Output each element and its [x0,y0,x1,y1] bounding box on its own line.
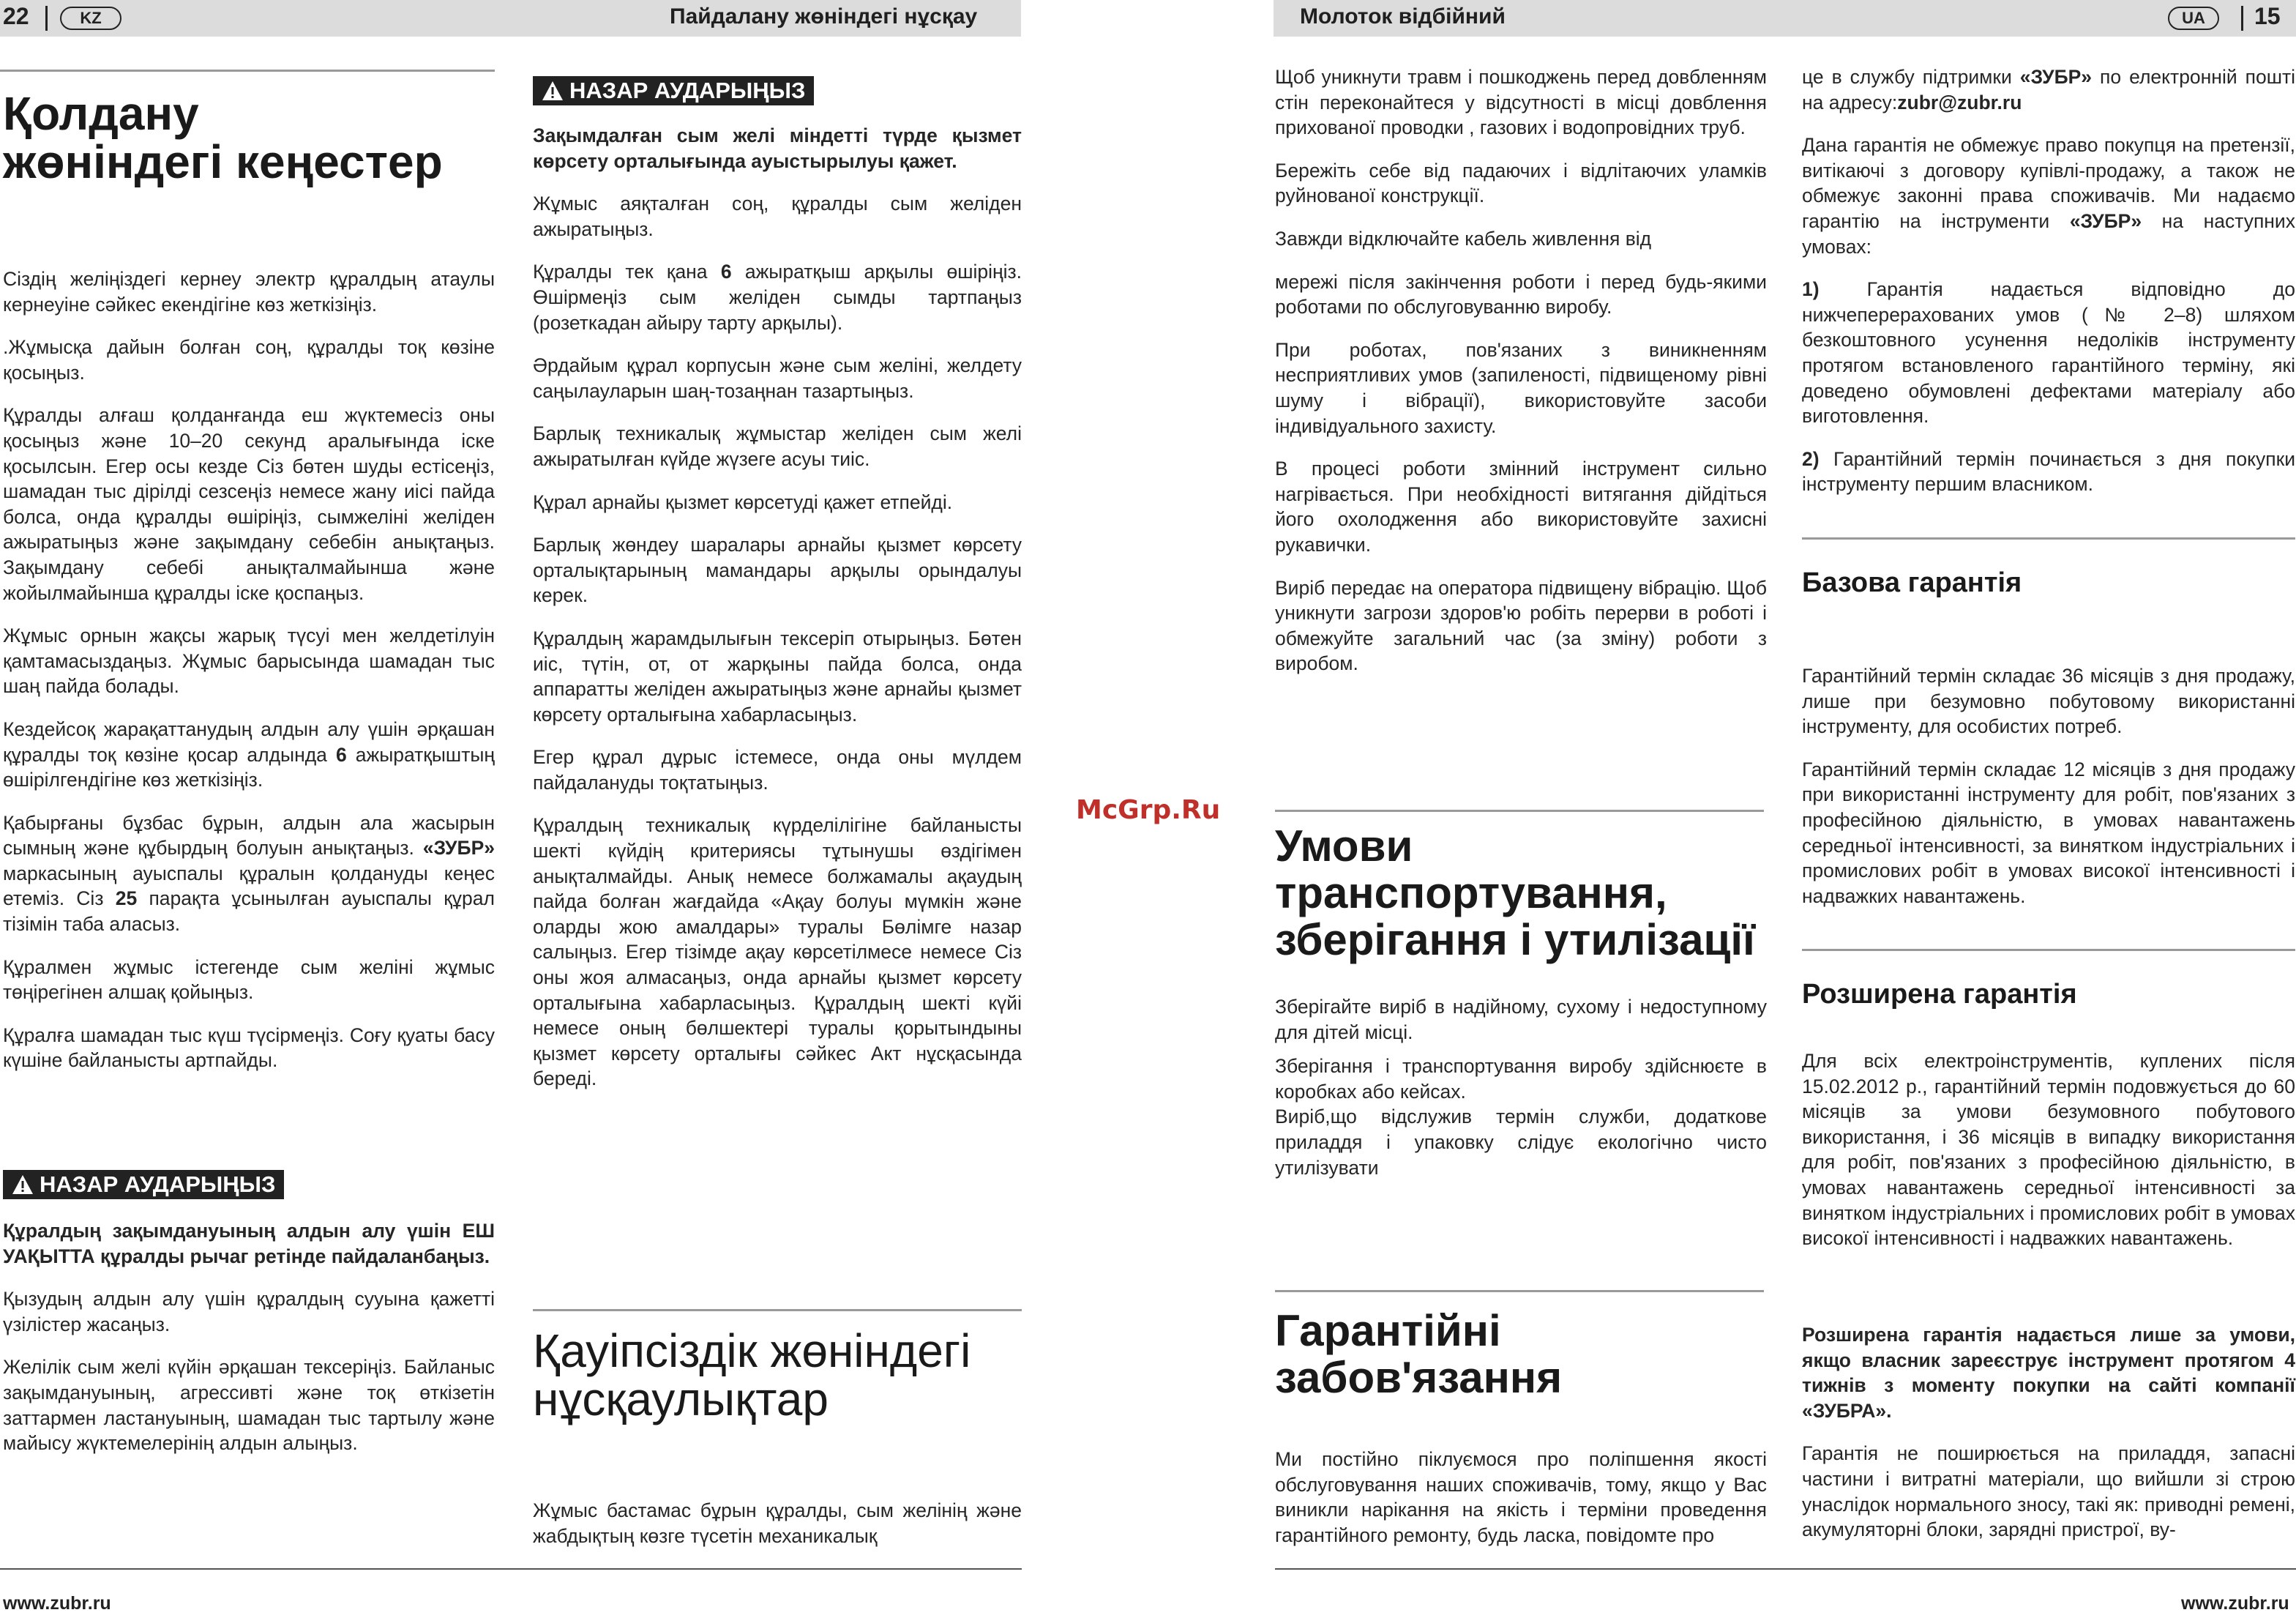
col1-text [3,266,495,1091]
basic-rule [1802,537,2295,540]
col1-title-line2: жөніндегі кеңестер [3,135,443,188]
paragraph: При роботах, пов'язаних з виникненням несприятливих умов (запиленості, підвищеному рівні шуму і вібрації), використовуйте засоби індивідуального захисту. [1275,338,1767,437]
col1-warning-text [3,1218,495,1474]
right-page-number: 15 [2254,3,2281,29]
paragraph: Құралмен жұмыс істегенде сым желіні жұмыс төңірегінен алшақ қойыңыз. [3,955,495,1004]
col1-warning-label: НАЗАР АУДАРЫҢЫЗ [3,1170,284,1199]
left-footer-url: www.zubr.ru [3,1593,111,1614]
paragraph: Виріб,що відслужив термін служби, додаткове приладдя і упаковку слідує екологічно чисто утилізувати [1275,1106,1767,1179]
right-footer-url: www.zubr.ru [2181,1593,2289,1614]
paragraph: Дана гарантія не обмежує право покупця на претензії, витікаючі з договору купівлі-продажу, а також не обмежує законні права споживачів. Ми надаємо гарантію на інструменти «ЗУБР» на наступних умовах: [1802,134,2295,258]
col2-section-rule [533,1309,1022,1311]
paragraph: Құралдың жарамдылығын тексеріп отырыңыз. Бөтен иіс, түтін, от, от жарқыны пайда болса, онда аппаратты желіден ажыратыңыз және арнайы қызмет көрсету орталығына хабарласыңыз. [533,627,1022,726]
transport-title-line3: зберігання і утилізації [1275,915,1755,964]
paragraph: Құралға шамадан тыс күш түсірмеңіз. Соғу қуаты басу күшіне байланысты артпайды. [3,1024,495,1072]
col4-text [1802,64,2295,515]
paragraph: Гарантійний термін складає 12 місяців з дня продажу при використанні інструменту для робіт, пов'язаних з професійною діяльністю, в умовах навантажень середньої інтенсивності, за винятком індустріальних і промислових робіт в умовах високої інтенсивності і надважких навантажень. [1802,758,2295,907]
paragraph: Завжди відключайте кабель живлення від [1275,227,1652,250]
paragraph: 2) Гарантійний термін починається з дня покупки інструменту першим власником. [1802,447,2295,496]
warranty-title-line2: забов'язання [1275,1353,1563,1402]
transport-rule [1275,810,1764,812]
left-page-number: 22 [3,3,29,29]
paragraph: Розширена гарантія надається лише за умови, якщо власник зареєструє інструмент протягом 4 тижнів з моменту покупки на сайті компанії «ЗУБРА». [1802,1324,2295,1422]
paragraph: Желілік сым желі күйін әрқашан тексеріңіз. Байланыс зақымдануының, агрессивті және тоқ өткізетін заттармен ластануының, шамадан тыс тартылу және майысу жүктемелерінің алдын алыңыз. [3,1356,495,1455]
paragraph: Құралды алғаш қолданғанда еш жүктемесіз оны қосыңыз және 10–20 секунд аралығында іске қосылсын. Егер осы кезде Сіз бөтен шуды естісеңіз, шамадан тыс дірілді сезсеңіз немесе жану иісі пайда болса, онда құралды өшіріңіз, сымжеліні желіден ажыратыңыз және зақымдану себебін анықтаңыз. Зақымдану себебі анықталмайынша және жойылмайынша құралды іске қоспаңыз. [3,404,495,604]
paragraph: Для всіх електроінструментів, куплених після 15.02.2012 р., гарантійний термін подовжується до 60 місяців за умови безумовного побутового використання, і 36 місяців в випадку використання для робіт, пов'язаних з професійною діяльністю, в умовах навантажень середньої інтенсивності за винятком індустріальних і промислових робіт в умовах високої інтенсивності і надважких навантажень. [1802,1050,2295,1250]
paragraph: Барлық жөндеу шаралары арнайы қызмет көрсету орталықтарының мамандары арқылы орындалуы керек. [533,534,1022,607]
left-lang-badge: KZ [60,7,121,30]
col2-last-text [533,1498,1022,1548]
left-header-title: Пайдалану жөніндегі нұсқау [670,4,978,29]
basic-title: Базова гарантія [1802,567,2022,598]
basic-text [1802,663,2295,926]
col2-section-title [533,1324,1022,1425]
paragraph: Қабырғаны бұзбас бұрын, алдын ала жасырын сымның және құбырдың болуын анықтаңыз. «ЗУБР» маркасының ауыспалы құралын қолдануды кеңес етеміз. Сіз 25 парақта ұсынылған ауыспалы құрал тізімін таба аласыз. [3,811,495,936]
warning-bold-paragraph: Зақымдалған сым желі міндетті түрде қызмет көрсету орталығында ауыстырылуы қажет. [533,124,1022,172]
warranty-title-line1: Гарантійні [1275,1306,1501,1355]
warning-bold-paragraph: Құралдың зақымдануының алдын алу үшін ЕШ УАҚЫТТА құралды рычаг ретінде пайдаланбаңыз. [3,1220,495,1267]
col2-text [533,123,1022,1109]
col2-title-line1: Қауіпсіздік жөніндегі [533,1324,971,1377]
right-header-title: Молоток відбійний [1300,4,1506,29]
transport-title [1275,823,1773,963]
warning-triangle-icon [542,81,564,101]
paragraph: Гарантія не поширюється на приладдя, запасні частини і витратні матеріали, що вийшли зі строю унаслідок нормального зносу, такі як: приводні ремені, акумуляторні блоки, зарядні пристрої, ву- [1802,1442,2295,1541]
warranty-intro [1275,1447,1767,1548]
warning-triangle-icon [12,1174,34,1195]
paragraph: Ми постійно піклуємося про поліпшення якості обслуговування наших споживачів, тому, якщо у Вас виникли нарікання на якість і терміни проведення гарантійного ремонту, будь ласка, повідомте про [1275,1448,1767,1546]
paragraph: Жұмыс бастамас бұрын құралды, сым желінің және жабдықтың көзге түсетін механикалық [533,1499,1022,1547]
warranty-title [1275,1308,1767,1401]
paragraph: Барлық техникалық жұмыстар желіден сым желі ажыратылған күйде жүзеге асуы тиіс. [533,422,1022,470]
paragraph: В процесі роботи змінний інструмент сильно нагрівається. При необхідності витягання дійдіться його охолодження або використовуйте захисні рукавички. [1275,458,1767,556]
paragraph: Виріб передає на оператора підвищену вібрацію. Щоб уникнути загрози здоров'ю робіть перерви в роботі і обмежуйте загальний час (за зміну) роботи з виробом. [1275,576,1767,675]
left-footer-rule [0,1568,1022,1570]
warranty-rule [1275,1290,1764,1292]
paragraph: Зберігайте виріб в надійному, сухому і недоступному для дітей місці. [1275,996,1767,1043]
paragraph: це в службу підтримки «ЗУБР» по електронній пошті на адресу:zubr@zubr.ru [1802,66,2295,113]
paragraph: Зберігання і транспортування виробу здійснюєте в коробках або кейсах. [1275,1055,1767,1103]
col1-title [3,89,501,186]
paragraph: Құралдың техникалық күрделілігіне байланысты шекті күйдің критериясы тұтынушы өздігімен анықталмайды. Анық немесе болжамалы ақаудың пайда болған жағдайда «Ақау болуы мүмкін және оларды жою амалдары» туралы Бөлімге назар салыңыз. Егер тізімде ақау көрсетілмесе немесе Сіз оны жоя алмасаңыз, онда арнайы қызмет көрсету орталығына хабарласыңыз. Құралдың шекті күйі немесе оның бөлшектері туралы қорытындыны қызмет көрсету орталығы сәйкес Акт нұсқасында береді. [533,814,1022,1090]
right-footer-rule [1275,1568,2296,1570]
paragraph: Құралды тек қана 6 ажыратқыш арқылы өшіріңіз. Өшірмеңіз сым желіден сымды тартпаңыз (розеткадан айыру тарту арқылы). [533,261,1022,334]
col3-text [1275,64,1767,694]
paragraph: Гарантійний термін складає 36 місяців з дня продажу, лише при безумовно побутовому використанні інструменту, для особистих потреб. [1802,665,2295,738]
paragraph: Әрдайым құрал корпусын және сым желіні, желдету саңылауларын шаң-тозаңнан тазартыңыз. [533,354,1022,402]
extended-title: Розширена гарантія [1802,979,2077,1010]
paragraph: Сіздің желіңіздегі кернеу электр құралдың атаулы кернеуіне сәйкес екендігіне көз жеткізіңіз. [3,268,495,316]
extended-bold-text [1802,1322,2295,1543]
extended-rule [1802,949,2295,951]
transport-title-line2: транспортування, [1275,868,1667,917]
extended-text [1802,1048,2295,1269]
paragraph: .Жұмысқа дайын болған соң, құралды тоқ көзіне қосыңыз. [3,336,495,384]
left-header-separator [45,6,48,31]
col2-title-line2: нұсқаулықтар [533,1373,829,1425]
col2-warning-label: НАЗАР АУДАРЫҢЫЗ [533,76,814,105]
paragraph: Щоб уникнути травм і пошкоджень перед довбленням стін переконайтеся у відсутності в місці довблення прихованої проводки , газових і водопровідних труб. [1275,66,1767,139]
paragraph: Егер құрал дұрыс істемесе, онда оны мүлдем пайдалануды тоқтатыңыз. [533,746,1022,794]
transport-text [1275,994,1767,1198]
watermark: McGrp.Ru [1076,795,1221,825]
transport-title-line1: Умови [1275,821,1413,870]
paragraph: Қызудың алдын алу үшін құралдың сууына қажетті үзілістер жасаңыз. [3,1288,495,1335]
paragraph: Жұмыс аяқталған соң, құралды сым желіден ажыратыңыз. [533,193,1022,240]
paragraph: мережі після закінчення роботи і перед будь-якими роботами по обслуговуванню виробу. [1275,270,1767,318]
paragraph: Кездейсоқ жарақаттанудың алдын алу үшін әрқашан құралды тоқ көзіне қосар алдында 6 ажыратқыштың өшірілгендігіне көз жеткізіңіз. [3,717,496,791]
right-header-separator [2241,6,2243,31]
paragraph: Бережіть себе від падаючих і відлітаючих уламків руйнованої конструкції. [1275,159,1767,207]
paragraph: Жұмыс орнын жақсы жарық түсуі мен желдетілуін қамтамасыздаңыз. Жұмыс барысында шамадан тыс шаң пайда болады. [3,625,495,698]
col1-title-line1: Қолдану [3,87,199,140]
paragraph: 1) Гарантія надається відповідно до нижчеперерахованих умов (№ 2–8) шляхом безкоштовного усунення недоліків інструменту протягом встановленого гарантійного терміну, які доведено обумовлені дефектами матеріалу або виготовлення. [1802,278,2295,428]
paragraph: Құрал арнайы қызмет көрсетуді қажет етпейді. [533,491,953,513]
right-lang-badge: UA [2168,7,2219,30]
col1-top-rule [0,70,495,72]
